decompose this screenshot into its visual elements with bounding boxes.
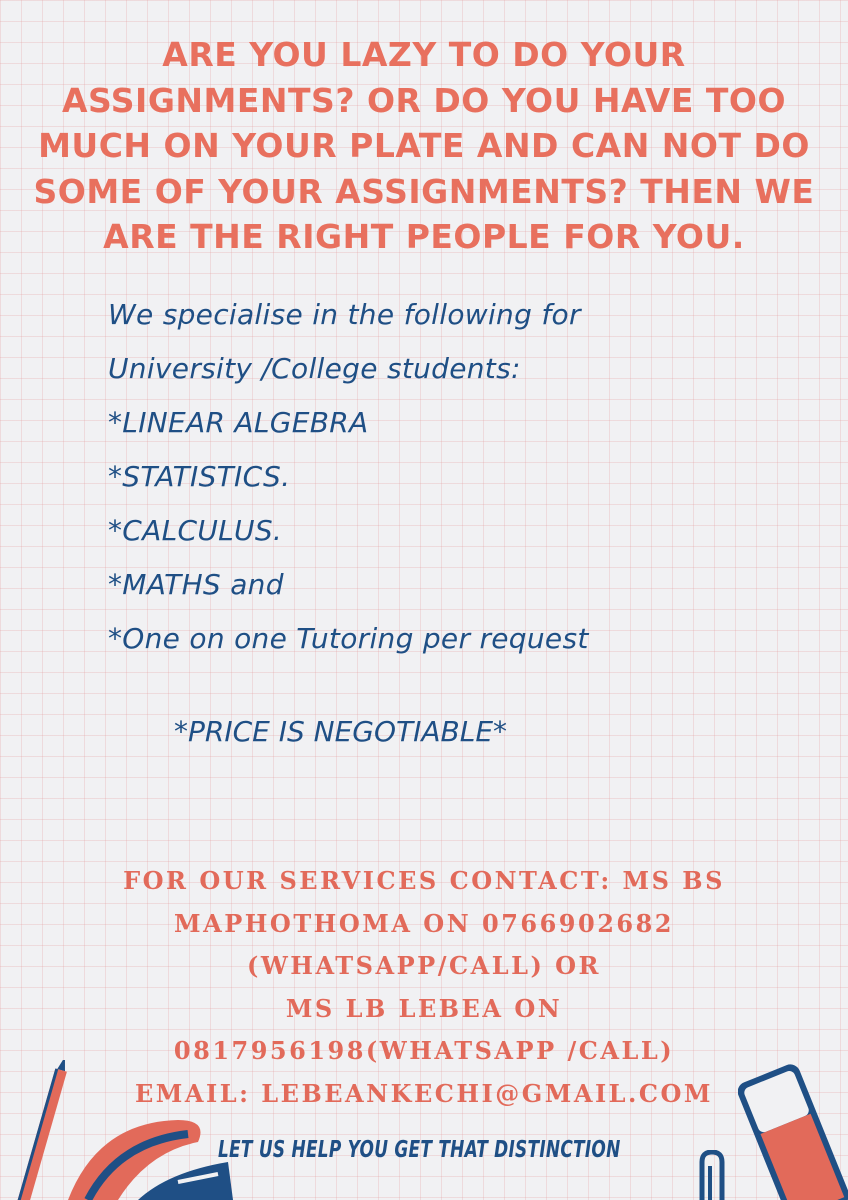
service-item-linear-algebra: *LINEAR ALGEBRA — [108, 406, 369, 439]
contact-block — [0, 860, 848, 1115]
eraser-icon — [738, 1062, 848, 1200]
services-list — [108, 288, 828, 666]
contact-email: EMAIL: LEBEANKECHI@GMAIL.COM — [135, 1078, 713, 1108]
service-item-maths: *MATHS and — [108, 568, 284, 601]
services-intro: University /College students: — [108, 352, 521, 385]
service-item-statistics: *STATISTICS. — [108, 460, 291, 493]
services-intro: We specialise in the following for — [108, 298, 581, 331]
headline-line: ARE THE RIGHT PEOPLE FOR YOU. — [103, 217, 745, 256]
paperclip-icon — [682, 1150, 742, 1200]
stapler-icon — [58, 1112, 238, 1200]
headline — [0, 32, 848, 260]
service-item-calculus: *CALCULUS. — [108, 514, 283, 547]
tagline: LET US HELP YOU GET THAT DISTINCTION — [218, 1137, 621, 1163]
headline-line: SOME OF YOUR ASSIGNMENTS? THEN WE — [33, 171, 815, 211]
contact-line: (WHATSAPP/CALL) OR — [247, 951, 601, 980]
service-item-tutoring: *One on one Tutoring per request — [108, 622, 589, 655]
contact-line: 0817956198(WHATSAPP /CALL) — [173, 1036, 675, 1065]
headline-line: ASSIGNMENTS? OR DO YOU HAVE TOO — [61, 80, 787, 120]
contact-line: MS LB LEBEA ON — [285, 993, 563, 1023]
contact-line: MAPHOTHOMA ON 0766902682 — [174, 908, 674, 938]
price-note: *PRICE IS NEGOTIABLE* — [174, 715, 508, 748]
contact-line: FOR OUR SERVICES CONTACT: MS BS — [123, 866, 725, 895]
headline-line: MUCH ON YOUR PLATE AND CAN NOT DO — [38, 126, 810, 165]
headline-line: ARE YOU LAZY TO DO YOUR — [162, 35, 686, 74]
